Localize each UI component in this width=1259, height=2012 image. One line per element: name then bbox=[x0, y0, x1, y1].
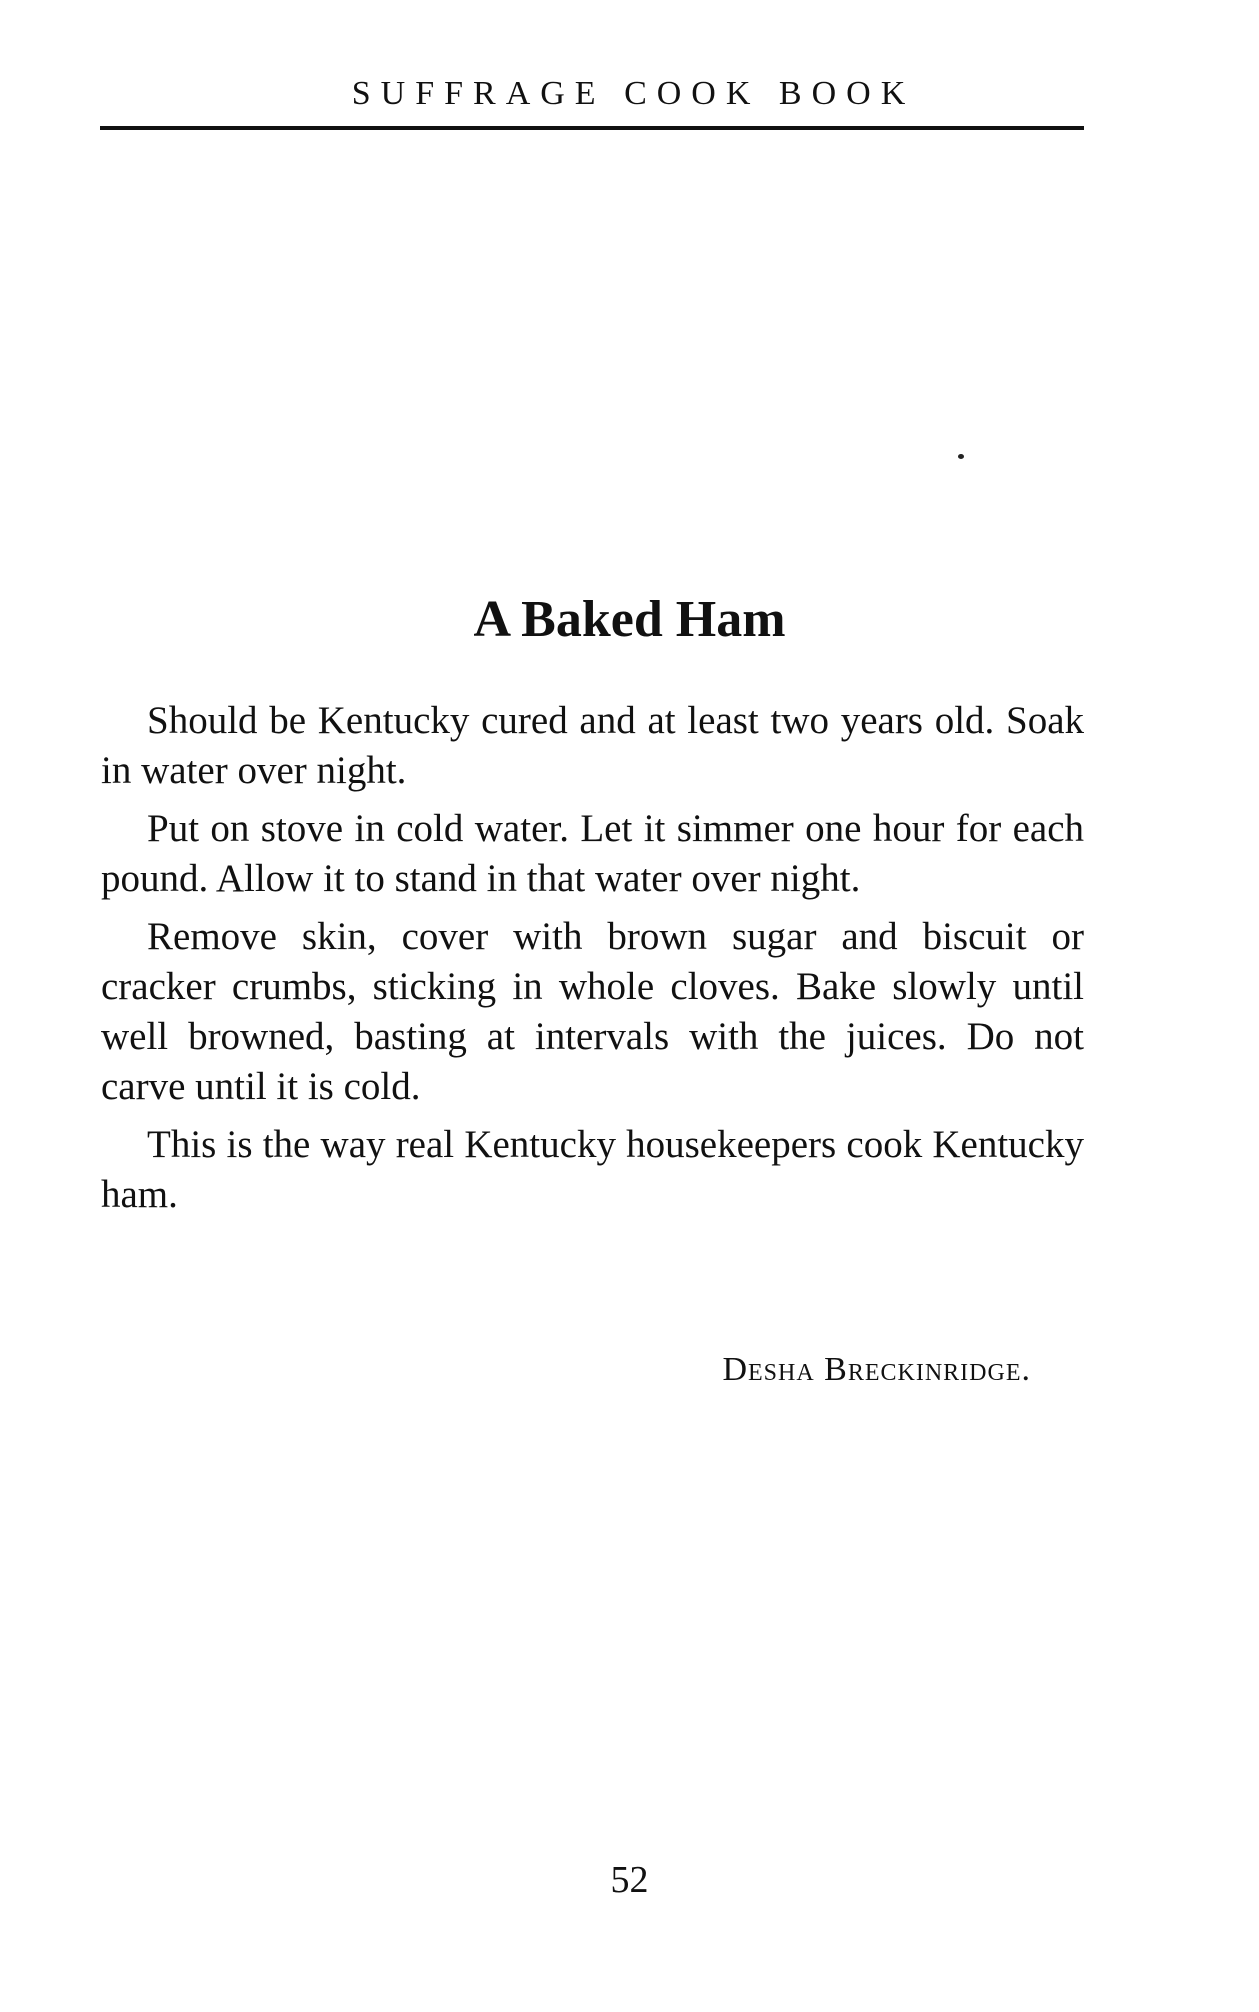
recipe-paragraph: Put on stove in cold water. Let it simmer one hour for each pound. Allow it to stand in that water over night. bbox=[101, 807, 1084, 900]
recipe-body bbox=[101, 696, 1084, 1228]
ink-speck bbox=[958, 454, 964, 459]
recipe-title: A Baked Ham bbox=[473, 591, 786, 648]
recipe-paragraph: This is the way real Kentucky housekeepers cook Kentucky ham. bbox=[101, 1123, 1084, 1216]
running-head: SUFFRAGE COOK BOOK bbox=[351, 75, 916, 112]
recipe-paragraph: Should be Kentucky cured and at least two years old. Soak in water over night. bbox=[101, 699, 1084, 792]
author-signature: Desha Breckinridge. bbox=[722, 1351, 1031, 1388]
page-number: 52 bbox=[610, 1859, 649, 1901]
header-rule bbox=[100, 126, 1084, 130]
recipe-paragraph: Remove skin, cover with brown sugar and biscuit or cracker crumbs, sticking in whole cloves. Bake slowly until well browned, basting at intervals with the juices. Do not carve until it is cold. bbox=[101, 915, 1084, 1108]
